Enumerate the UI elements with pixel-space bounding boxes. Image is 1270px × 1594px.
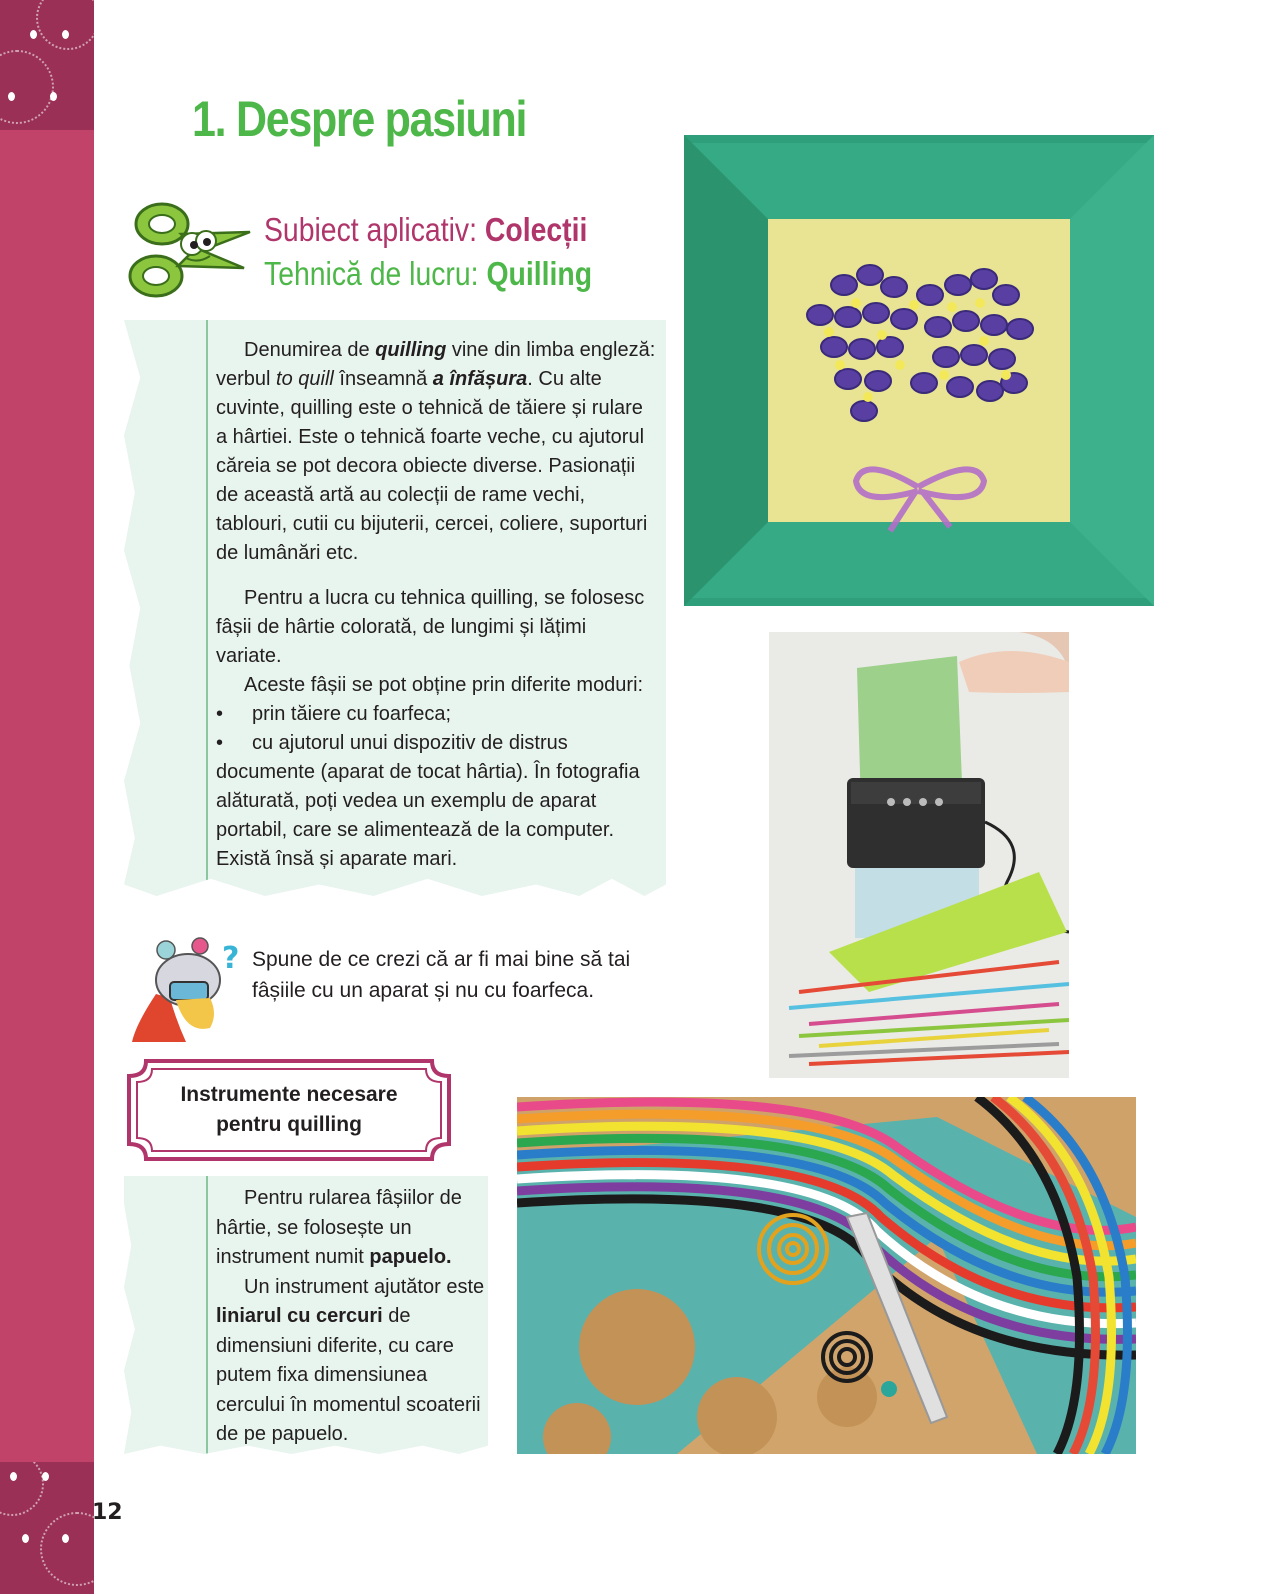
question-mascot-icon	[126, 924, 246, 1046]
text-span: . Cu alte cuvinte, quilling este o tehnică de tăiere și rulare a hârtiei. Este o tehnică foarte veche, cu ajutorul căreia se pot decora obiecte diverse. Pasionații de această artă au colecții de rame vechi, tablouri, cutii cu bijuterii, cercei, coliere, suporturi de lumânări etc.	[216, 368, 648, 564]
page-number: 12	[92, 1500, 123, 1525]
side-decoration-top	[0, 0, 94, 130]
subject-block	[264, 208, 645, 296]
intro-paragraph-1	[216, 336, 656, 568]
tools-paragraph-1	[216, 1184, 486, 1273]
page-title: 1. Despre pasiuni	[192, 91, 527, 147]
subject-value: Colecții	[484, 211, 588, 248]
list-item-text: cu ajutorul unui dispozitiv de distrus	[252, 732, 568, 754]
term-wrap: a înfășura	[432, 368, 528, 390]
intro-paragraph-3: Aceste fâșii se pot obține prin diferite moduri:	[244, 674, 644, 696]
side-stripe	[0, 0, 94, 1594]
tools-paragraph-2	[216, 1273, 486, 1450]
list-item	[216, 729, 656, 758]
bullet-icon: •	[216, 732, 224, 754]
text-span: înseamnă	[333, 368, 433, 390]
bullet-icon: •	[216, 703, 224, 725]
term-quilling: quilling	[375, 339, 447, 361]
list-item-text: prin tăiere cu foarfeca;	[252, 703, 451, 725]
side-decoration-bottom	[0, 1462, 94, 1594]
quilling-tools-photo	[517, 1097, 1136, 1454]
tools-title-line-2: pentru quilling	[216, 1113, 362, 1136]
text-span: de dimensiuni diferite, cu care putem fixa dimensiunea cercului în momentul scoaterii de pe papuelo.	[216, 1305, 481, 1445]
svg-text:?: ?	[222, 941, 240, 976]
technique-row	[264, 252, 592, 296]
list-item	[216, 700, 656, 729]
text-span: Denumirea de	[244, 339, 376, 361]
tools-text	[216, 1184, 486, 1450]
tools-title	[126, 1080, 452, 1140]
term-papuelo: papuelo.	[369, 1246, 452, 1268]
subject-row	[264, 208, 592, 252]
text-span: Un instrument ajutător este	[244, 1275, 485, 1298]
term-to-quill: to quill	[276, 368, 334, 390]
text-span: Pentru rularea fâșiilor de hârtie, se folosește un instrument numit	[216, 1187, 462, 1268]
intro-paragraph-4: documente (aparat de tocat hârtia). În fotografia alăturată, poți vedea un exemplu de aparat portabil, care se alimentează de la computer. Există însă și aparate mari.	[216, 761, 640, 870]
paper-shredder-photo	[769, 632, 1069, 1078]
text-span: vine din limba engleză: verbul	[216, 339, 656, 390]
subject-label: Subiect aplicativ:	[264, 211, 485, 248]
scissors-mascot-icon	[126, 194, 256, 304]
technique-value: Quilling	[486, 255, 593, 292]
intro-paragraph-2: Pentru a lucra cu tehnica quilling, se folosesc fâșii de hârtie colorată, de lungimi și lățimi variate.	[216, 587, 645, 667]
question-text: Spune de ce crezi că ar fi mai bine să tai fâșiile cu un aparat și nu cu foarfeca.	[252, 948, 631, 1002]
term-circle-ruler: liniarul cu cercuri	[216, 1305, 383, 1327]
intro-text	[216, 336, 656, 874]
technique-label: Tehnică de lucru:	[264, 255, 487, 292]
quilling-frame-photo	[684, 135, 1154, 606]
tools-title-line-1: Instrumente necesare	[180, 1083, 398, 1106]
